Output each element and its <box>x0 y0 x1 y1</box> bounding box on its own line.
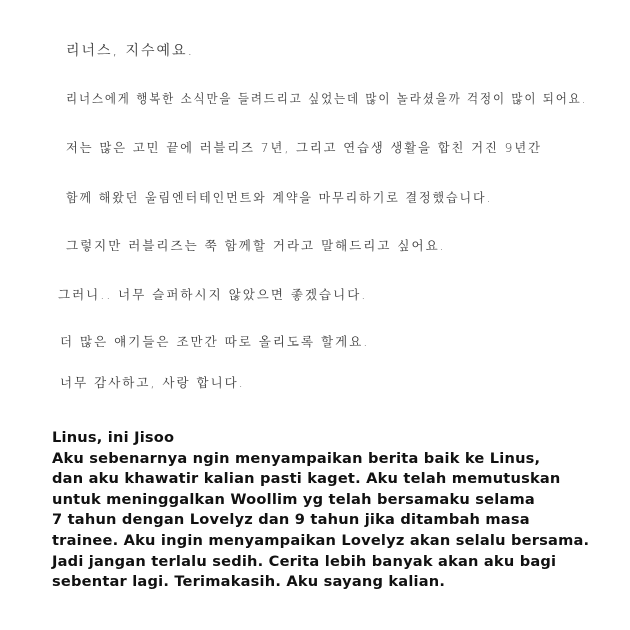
handwritten-line: 리너스에게 행복한 소식만을 들려드리고 싶었는데 많이 놀라셨을까 걱정이 많이 되어요. <box>66 91 588 106</box>
translation-line: Jadi jangan terlalu sedih. Cerita lebih banyak akan aku bagi <box>52 552 557 570</box>
translation-line: sebentar lagi. Terimakasih. Aku sayang kalian. <box>52 573 446 591</box>
translation-line: 7 tahun dengan Lovelyz dan 9 tahun jika ditambah masa <box>52 511 530 529</box>
translation-line: Aku sebenarnya ngin menyampaikan berita baik ke Linus, <box>52 449 541 467</box>
translation-line: trainee. Aku ingin menyampaikan Lovelyz akan selalu bersama. <box>52 531 590 549</box>
handwritten-line: 그렇지만 러블리즈는 쭉 함께할 거라고 말해드리고 싶어요. <box>66 238 446 253</box>
handwritten-line: 리너스, 지수예요. <box>66 43 195 59</box>
handwritten-line: 더 많은 얘기들은 조만간 따로 올리도록 할게요. <box>60 334 370 349</box>
translation-line: dan aku khawatir kalian pasti kaget. Aku telah memutuskan <box>52 470 561 488</box>
translation-greeting: Linus, ini Jisoo <box>52 429 175 446</box>
handwritten-line: 너무 감사하고, 사랑 합니다. <box>60 375 245 390</box>
translation-line: untuk meninggalkan Woollim yg telah bersamaku selama <box>52 490 535 508</box>
translation-text <box>52 428 622 593</box>
handwritten-line: 함께 해왔던 울림엔터테인먼트와 계약을 마무리하기로 결정했습니다. <box>66 190 493 205</box>
handwritten-line: 그러니.. 너무 슬퍼하시지 않았으면 좋겠습니다. <box>58 287 368 302</box>
handwritten-line: 저는 많은 고민 끝에 러블리즈 7년, 그리고 연습생 생활을 합친 거진 9년간 <box>66 140 542 155</box>
